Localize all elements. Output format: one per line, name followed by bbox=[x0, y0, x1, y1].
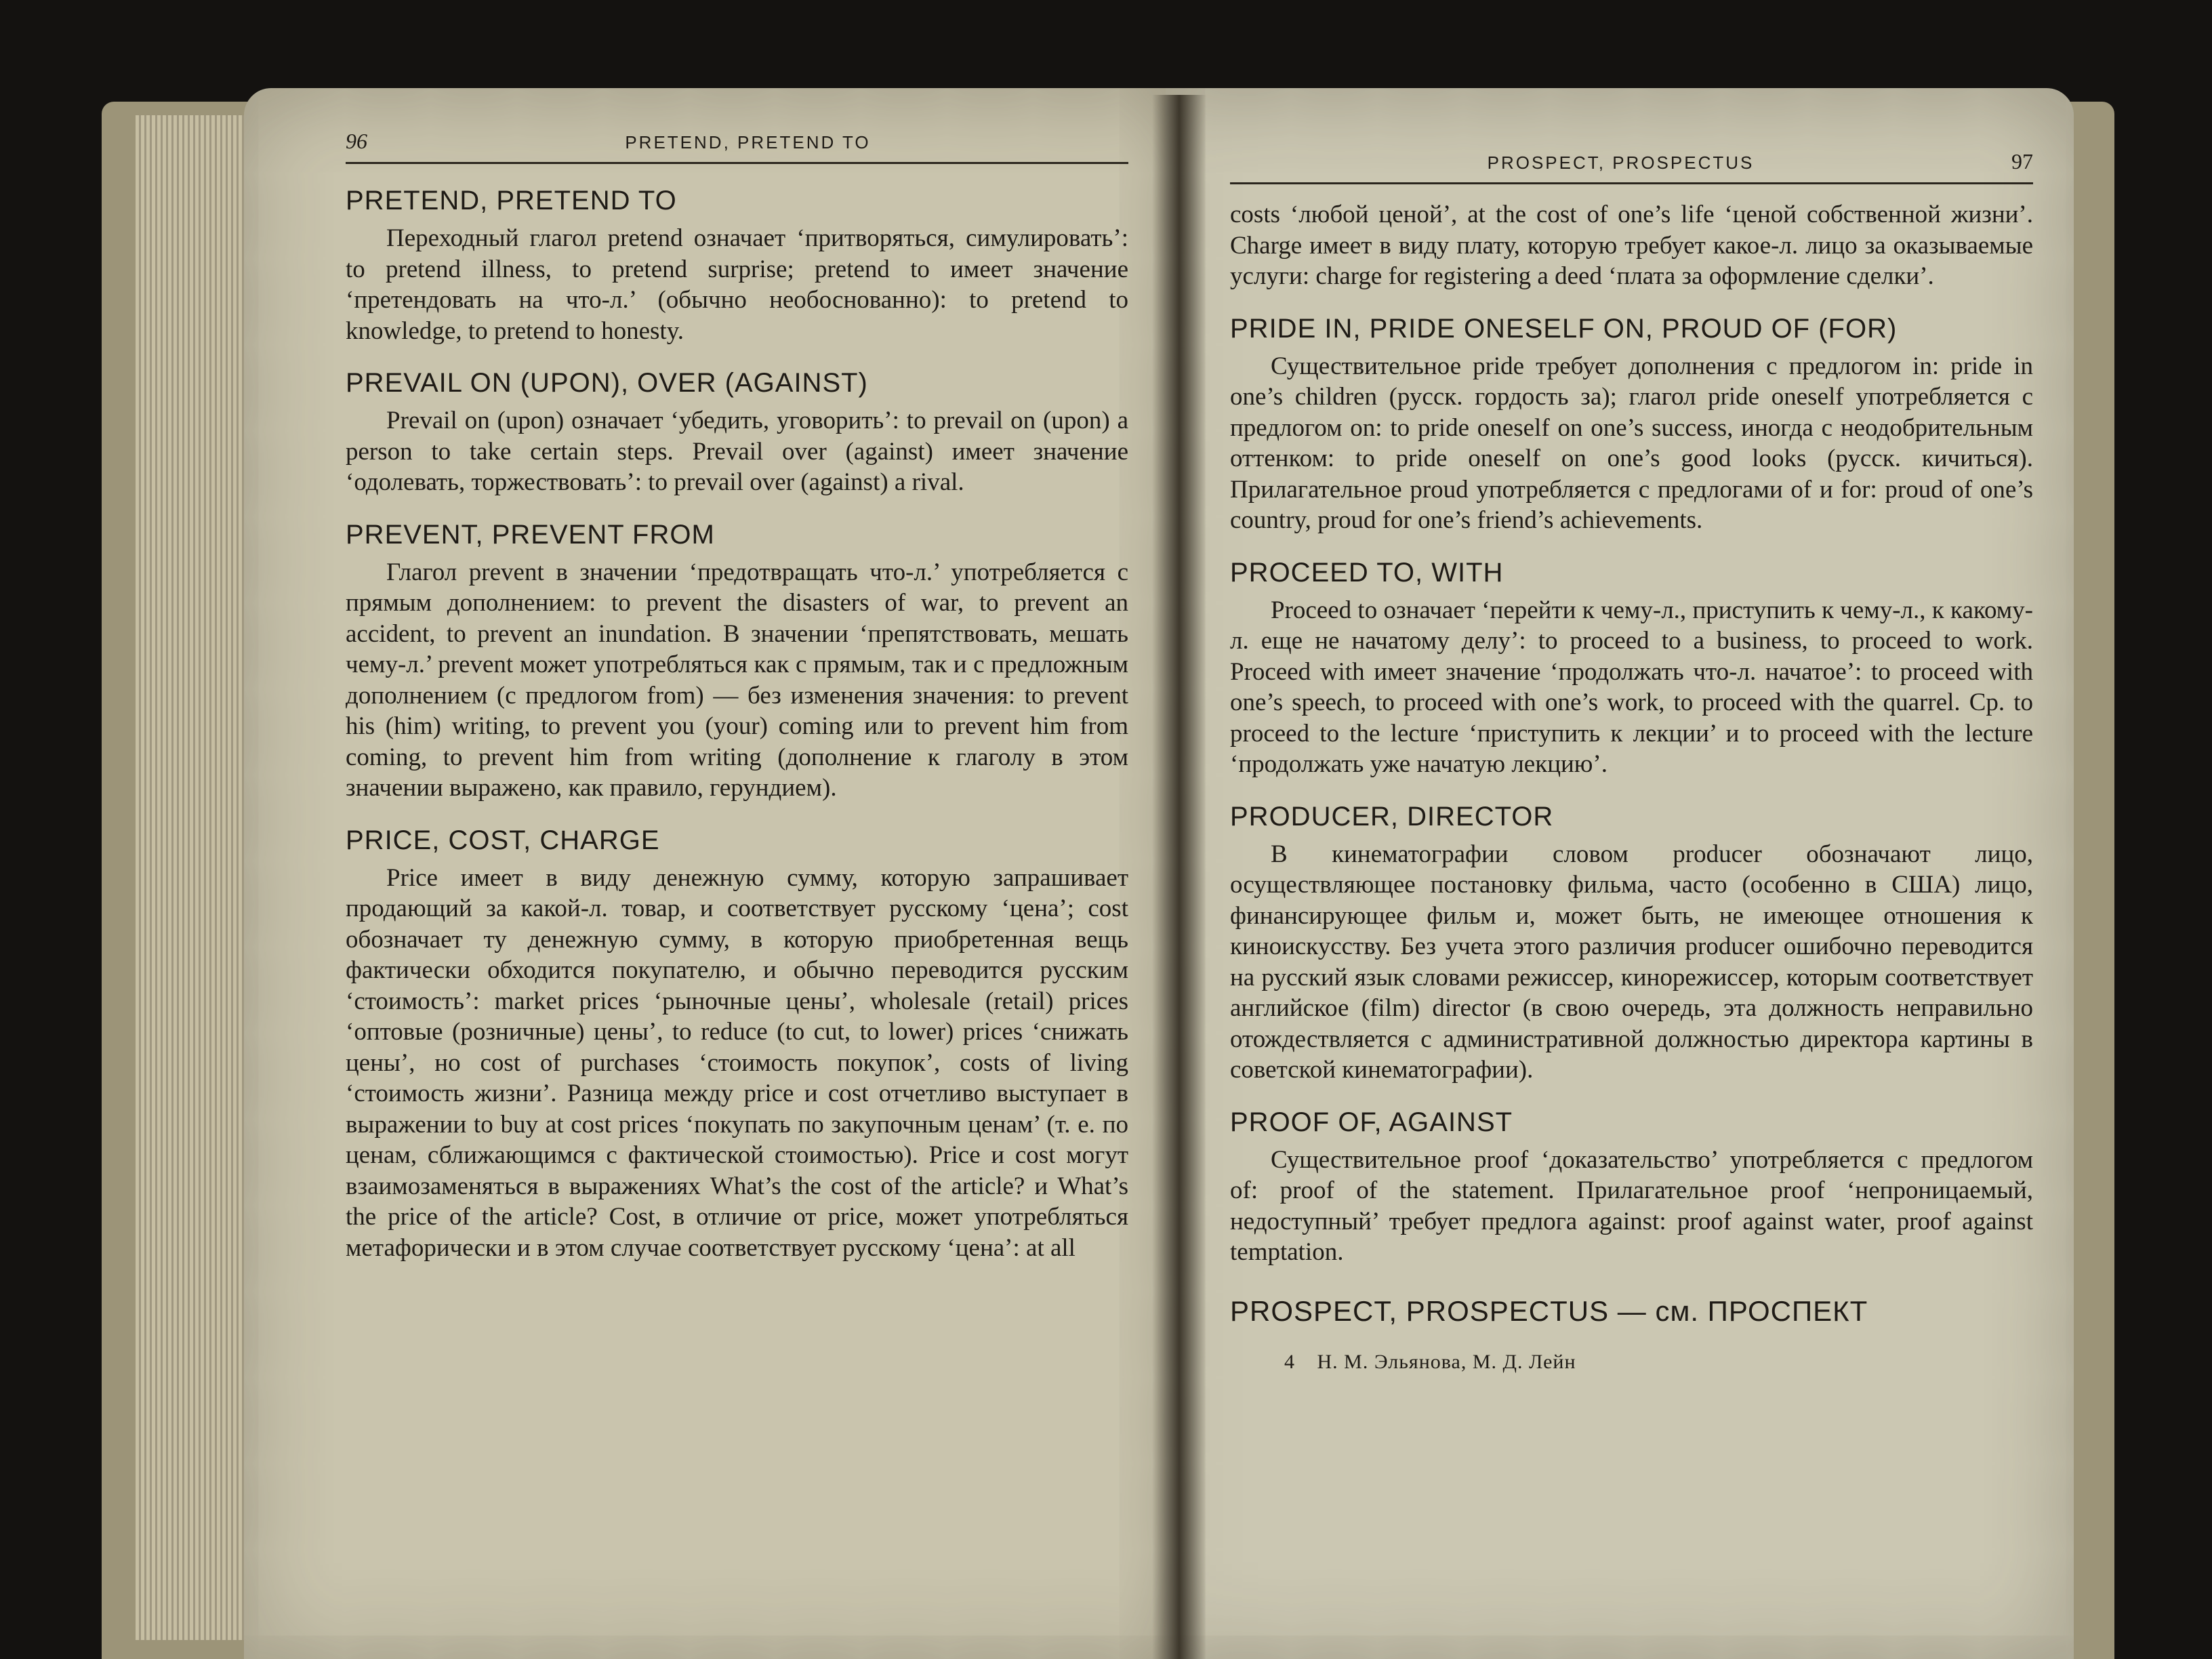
entry-text: Prevail on (upon) означает ‘убедить, уговорить’: to prevail on (upon) a person to take certain steps. Prevail over (against) имеет значение ‘одолевать, торжествовать’: to prevail over (against) a rival. bbox=[346, 407, 1128, 496]
entry-heading: PREVENT, PREVENT FROM bbox=[346, 519, 715, 550]
entry-text: В кинематографии словом producer обозначают лицо, осуществляющее постановку фильма, часто (особенно в США) лицо, финансирующее фильм и, может быть, не имеющее отношения к киноискусству. Без учета этого различия producer ошибочно переводится на русский язык словами режиссер, кинорежиссер, которым соответствует английское (film) director (в свою очередь, эта должность неправильно отождествляется с административной должностью директора картины в советской кинематографии). bbox=[1230, 840, 2033, 1084]
right-page-column bbox=[1230, 149, 2033, 1374]
left-page bbox=[244, 88, 1179, 1659]
left-running-head: PRETEND, PRETEND TO bbox=[625, 132, 871, 152]
entry-text: Существительное pride требует дополнения с предлогом in: pride in one’s children (русск. гордость за); глагол pride oneself употребляется с предлогом on: to pride oneself on one’s success, иногда с неодобрительным оттенком: to pride oneself on one’s good looks (русск. кичиться). Прилагательное proud употребляется с предлогами of и for: proud of one’s country, proud for one’s friend’s achievements. bbox=[1230, 352, 2033, 534]
signature-mark: 4 bbox=[1284, 1350, 1295, 1373]
entry-heading: PRICE, COST, CHARGE bbox=[346, 825, 660, 855]
book-gutter bbox=[1152, 95, 1206, 1659]
right-page-number: 97 bbox=[2011, 149, 2033, 173]
cross-reference: PROSPECT, PROSPECTUS — см. ПРОСПЕКТ bbox=[1230, 1294, 1868, 1327]
signature-line bbox=[1230, 1351, 2033, 1374]
right-running-header bbox=[1230, 149, 2033, 184]
entry-text: Переходный глагол pretend означает ‘притворяться, симулировать’: to pretend illness, to pretend surprise; pretend to имеет значение ‘претендовать на что-л.’ (обычно необоснованно): to pretend to knowledge, to pretend to honesty. bbox=[346, 224, 1128, 345]
entry-heading: PREVAIL ON (UPON), OVER (AGAINST) bbox=[346, 368, 868, 398]
continuation-text: costs ‘любой ценой’, at the cost of one’s life ‘ценой собственной жизни’. Charge имеет в виду плату, которую требует какое-л. лицо за оказываемые услуги: charge for registering a deed ‘плата за оформление сделки’. bbox=[1230, 201, 2033, 290]
left-running-header bbox=[346, 129, 1128, 164]
entry-text: Price имеет в виду денежную сумму, которую запрашивает продающий за какой-л. товар, и соответствует русскому ‘цена’; cost обозначает ту денежную сумму, в которую приобретенная вещь фактически обходится покупателю, и обычно переводится русским ‘стоимость’: market prices ‘рыночные цены’, wholesale (retail) prices ‘оптовые (розничные) цены’, to reduce (to cut, to lower) prices ‘снижать цены’, но cost of purchases ‘стоимость покупок’, costs of living ‘стоимость жизни’. Разница между price и cost отчетливо выступает в выражении to buy at cost prices ‘покупать по закупочным ценам’ (т. е. по ценам, сближающимся с фактической стоимостью). Price и cost могут взаимозаменяться в выражениях What’s the cost of the article? и What’s the price of the article? Cost, в отличие от price, может употребляться метафорически и в этом случае соответствует русскому ‘цена’: at all bbox=[346, 863, 1128, 1262]
entry-heading: PRETEND, PRETEND TO bbox=[346, 186, 677, 216]
entry-heading: PROOF OF, AGAINST bbox=[1230, 1107, 1513, 1137]
signature-authors: Н. М. Эльянова, М. Д. Лейн bbox=[1317, 1350, 1576, 1373]
entry-text: Proceed to означает ‘перейти к чему-л., приступить к чему-л., к какому-л. еще не начатому делу’: to proceed to a business, to proceed to work. Proceed with имеет значение ‘продолжать что-л. начатое’: to proceed with one’s speech, to proceed with one’s work, to proceed with the quarrel. Ср. to proceed to the lecture ‘приступить к лекции’ и to proceed with the lecture ‘продолжать уже начатую лекцию’. bbox=[1230, 596, 2033, 778]
left-page-number: 96 bbox=[346, 129, 367, 153]
right-page bbox=[1166, 88, 2074, 1659]
entry-heading: PRIDE IN, PRIDE ONESELF ON, PROUD OF (FOR) bbox=[1230, 313, 1898, 344]
entry-text: Глагол prevent в значении ‘предотвращать что-л.’ употребляется с прямым дополнением: to prevent the disasters of war, to prevent an accident, to prevent an inundation. В значении ‘препятствовать, мешать чему-л.’ prevent может употребляться как с прямым, так и с предложным дополнением (с предлогом from) — без изменения значения: to prevent his (him) writing, to prevent you (your) coming или to prevent him from coming, to prevent him from writing (дополнение к глаголу в этом значении выражено, как правило, герундием). bbox=[346, 558, 1128, 802]
entry-heading: PROCEED TO, WITH bbox=[1230, 557, 1504, 588]
right-running-head: PROSPECT, PROSPECTUS bbox=[1487, 152, 1755, 173]
entry-text: Существительное proof ‘доказательство’ употребляется с предлогом of: proof of the statement. Прилагательное proof ‘непроницаемый, недоступный’ требует предлога against: proof against water, proof against temptation. bbox=[1230, 1145, 2033, 1266]
left-page-column bbox=[346, 129, 1128, 1263]
entry-heading: PRODUCER, DIRECTOR bbox=[1230, 801, 1554, 832]
